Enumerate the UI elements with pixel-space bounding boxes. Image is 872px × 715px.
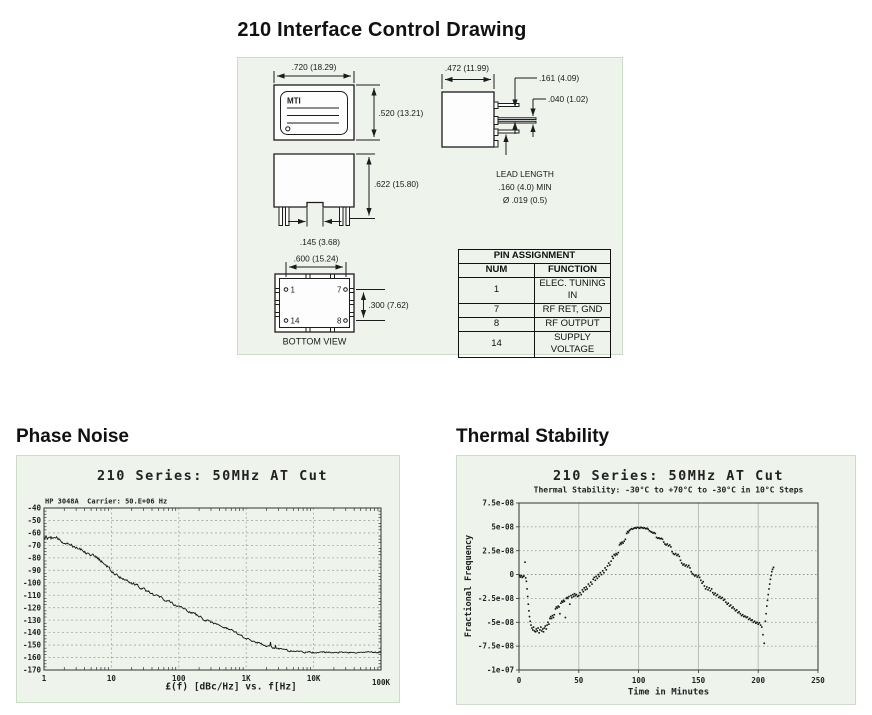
data-point <box>565 617 567 619</box>
data-point <box>527 596 529 598</box>
data-point <box>530 624 532 626</box>
data-point <box>759 622 761 624</box>
data-point <box>550 616 552 618</box>
pin-number-cell: 1 <box>459 278 535 304</box>
x-tick-label: 10 <box>106 674 116 683</box>
data-point <box>687 566 689 568</box>
data-point <box>590 581 592 583</box>
data-point <box>592 579 594 581</box>
data-point <box>663 541 665 543</box>
pin-table-row <box>459 331 611 357</box>
data-point <box>549 618 551 620</box>
data-point <box>662 539 664 541</box>
x-tick-label: 50 <box>574 676 584 685</box>
data-point <box>744 615 746 617</box>
data-point <box>546 624 548 626</box>
data-point <box>568 596 570 598</box>
data-point <box>655 533 657 535</box>
thermal-stability-chart <box>457 456 857 706</box>
data-point <box>603 572 605 574</box>
data-point <box>619 544 621 546</box>
dim-top-height: .520 (13.21) <box>378 108 424 118</box>
pin-table-title: PIN ASSIGNMENT <box>459 250 611 264</box>
plot-border <box>44 508 381 670</box>
x-tick-label: 100 <box>631 676 646 685</box>
data-point <box>526 581 528 583</box>
data-point <box>667 543 669 545</box>
data-point <box>585 586 587 588</box>
right-side-view <box>442 74 546 155</box>
data-point <box>719 596 721 598</box>
data-point <box>564 601 566 603</box>
data-point <box>770 579 772 581</box>
pin-number-cell: 8 <box>459 317 535 331</box>
data-point <box>602 570 604 572</box>
data-point <box>538 632 540 634</box>
pin-assignment-table <box>458 249 611 358</box>
y-tick-label: -140 <box>22 628 41 638</box>
data-point <box>545 625 547 627</box>
y-tick-label: -160 <box>22 653 41 663</box>
y-tick-label: -170 <box>22 665 41 675</box>
data-point <box>606 569 608 571</box>
data-point <box>765 613 767 615</box>
data-point <box>523 575 525 577</box>
y-tick-label: -5e-08 <box>486 617 514 627</box>
data-point <box>532 629 534 631</box>
data-point <box>528 610 530 612</box>
data-point <box>600 572 602 574</box>
data-point <box>583 591 585 593</box>
chart-title: 210 Series: 50MHz AT Cut <box>96 468 329 484</box>
x-tick-label: 100K <box>371 678 391 687</box>
phase-noise-heading: Phase Noise <box>16 426 129 447</box>
data-point <box>622 542 624 544</box>
data-point <box>580 594 582 596</box>
data-point <box>621 543 623 545</box>
data-point <box>567 598 569 600</box>
y-tick-label: 0 <box>509 570 514 580</box>
data-point <box>713 594 715 596</box>
data-point <box>725 601 727 603</box>
data-point <box>626 533 628 535</box>
y-tick-label: -1e-07 <box>486 665 514 675</box>
data-point <box>612 558 614 560</box>
data-point <box>542 628 544 630</box>
data-point <box>761 626 763 628</box>
x-tick-label: 200 <box>751 676 765 685</box>
data-point <box>749 618 751 620</box>
chart-title: 210 Series: 50MHz AT Cut <box>552 468 785 484</box>
data-point <box>756 622 758 624</box>
plot-border <box>519 503 818 670</box>
data-point <box>572 594 574 596</box>
x-tick-label: 250 <box>811 676 825 685</box>
pin-function-cell: RF OUTPUT <box>535 317 611 331</box>
data-point <box>554 614 556 616</box>
data-point <box>699 577 701 579</box>
y-tick-label: -110 <box>22 590 41 600</box>
x-tick-label: 100 <box>172 674 186 683</box>
data-point <box>597 578 599 580</box>
data-point <box>711 588 713 590</box>
y-tick-label: -100 <box>22 578 41 588</box>
pin-table-title-row <box>459 250 611 264</box>
data-point <box>557 607 559 609</box>
data-point <box>570 595 572 597</box>
x-tick-label: 150 <box>691 676 706 685</box>
pin-14-label: 14 <box>290 316 300 326</box>
data-point <box>521 575 523 577</box>
data-point <box>559 613 561 615</box>
data-point <box>722 597 724 599</box>
data-point <box>773 567 775 569</box>
data-point <box>730 604 732 606</box>
data-point <box>736 609 738 611</box>
data-point <box>669 544 671 546</box>
data-point <box>765 621 767 623</box>
data-point <box>768 588 770 590</box>
data-point <box>747 616 749 618</box>
data-point <box>754 621 756 623</box>
data-point <box>615 555 617 557</box>
pin-number-cell: 7 <box>459 303 535 317</box>
data-point <box>712 592 714 594</box>
data-point <box>558 606 560 608</box>
data-point <box>681 562 683 564</box>
pin-table-column-header: NUM <box>459 264 535 278</box>
data-point <box>714 592 716 594</box>
data-point <box>540 626 542 628</box>
interface-drawing-panel <box>237 57 623 355</box>
data-point <box>520 576 522 578</box>
data-point <box>738 611 740 613</box>
data-point <box>771 571 773 573</box>
data-point <box>525 577 527 579</box>
phase-noise-trace <box>44 536 381 653</box>
data-point <box>551 618 553 620</box>
lead-note-line1: LEAD LENGTH <box>496 169 554 179</box>
y-tick-label: -90 <box>27 565 41 575</box>
data-point <box>539 629 541 631</box>
data-point <box>732 606 734 608</box>
dim-bottom-width: .600 (15.24) <box>293 253 339 264</box>
data-point <box>740 613 742 615</box>
data-point <box>588 583 590 585</box>
pin-1-label: 1 <box>290 285 295 295</box>
data-point <box>770 575 772 577</box>
data-point <box>541 630 543 632</box>
x-tick-label: 1K <box>241 674 251 683</box>
dim-pin-pitch: .145 (3.68) <box>299 237 341 247</box>
pin-number-cell: 14 <box>459 331 535 357</box>
x-tick-label: 0 <box>516 676 522 685</box>
data-point <box>708 587 710 589</box>
data-point <box>579 592 581 594</box>
data-point <box>695 574 697 576</box>
data-point <box>717 594 719 596</box>
pin-function-cell: ELEC. TUNING IN <box>535 278 611 304</box>
data-point <box>689 567 691 569</box>
data-point <box>537 627 539 629</box>
data-point <box>578 595 580 597</box>
pin-7-label: 7 <box>337 285 342 295</box>
data-point <box>698 575 700 577</box>
y-tick-label: -120 <box>22 603 41 613</box>
data-point <box>705 588 707 590</box>
data-point <box>702 581 704 583</box>
data-point <box>688 565 690 567</box>
y-tick-label: -60 <box>27 528 41 538</box>
data-point <box>677 554 679 556</box>
data-point <box>647 528 649 530</box>
data-point <box>529 616 531 618</box>
dim-depth: .472 (11.99) <box>444 63 490 73</box>
y-tick-label: -2.5e-08 <box>477 594 514 604</box>
pin-table-column-header: FUNCTION <box>535 264 611 278</box>
data-point <box>595 576 597 578</box>
data-point <box>547 622 549 624</box>
lead-note-line2: .160 (4.0) MIN <box>498 182 552 192</box>
data-point <box>724 599 726 601</box>
x-axis-label: Time in Minutes <box>627 687 710 698</box>
brand-label: MTI <box>287 96 301 106</box>
dim-lead-thickness: .040 (1.02) <box>548 94 589 104</box>
data-point <box>679 556 681 558</box>
data-point <box>706 586 708 588</box>
pin-8-label: 8 <box>337 316 342 326</box>
pin-table-row <box>459 317 611 331</box>
pin-table-header-row <box>459 264 611 278</box>
data-point <box>683 563 685 565</box>
data-point <box>680 560 682 562</box>
data-point <box>686 564 688 566</box>
data-point <box>528 603 530 605</box>
data-point <box>701 582 703 584</box>
thermal-stability-heading: Thermal Stability <box>456 426 610 447</box>
y-tick-label: -130 <box>22 615 41 625</box>
scatter-points <box>519 527 775 645</box>
data-point <box>536 630 538 632</box>
x-tick-label: 1 <box>41 674 47 683</box>
pin-function-cell: RF RET, GND <box>535 303 611 317</box>
data-point <box>536 628 538 630</box>
data-point <box>594 577 596 579</box>
y-axis-label: Fractional Frequency <box>464 534 474 638</box>
data-point <box>607 565 609 567</box>
data-point <box>609 564 611 566</box>
data-point <box>524 561 526 563</box>
bottom-view-label: BOTTOM VIEW <box>282 336 347 347</box>
y-tick-label: -70 <box>27 540 41 550</box>
y-tick-label: -7.5e-08 <box>477 641 514 651</box>
phase-noise-chart <box>17 456 401 704</box>
y-tick-label: 2.5e-08 <box>482 546 514 556</box>
data-point <box>618 552 620 554</box>
lead-note-line3: Ø .019 (0.5) <box>502 195 548 205</box>
data-point <box>533 626 535 628</box>
phase-noise-panel <box>16 455 400 703</box>
data-point <box>734 608 736 610</box>
data-point <box>555 608 557 610</box>
data-point <box>529 621 531 623</box>
data-point <box>675 553 677 555</box>
data-point <box>548 623 550 625</box>
pin-function-cell: SUPPLY VOLTAGE <box>535 331 611 357</box>
top-view <box>274 71 380 140</box>
data-point <box>601 574 603 576</box>
data-point <box>576 594 578 596</box>
data-point <box>562 601 564 603</box>
data-point <box>583 587 585 589</box>
data-point <box>608 562 610 564</box>
data-point <box>616 554 618 556</box>
data-point <box>598 576 600 578</box>
chart-annotation: HP 3048A Carrier: 50.E+06 Hz <box>45 497 168 506</box>
data-point <box>700 580 702 582</box>
data-point <box>519 575 521 577</box>
page-title: 210 Interface Control Drawing <box>237 19 527 41</box>
dim-side-height: .622 (15.80) <box>374 179 419 189</box>
data-point <box>670 546 672 548</box>
data-point <box>742 614 744 616</box>
data-point <box>612 556 614 558</box>
data-point <box>571 597 573 599</box>
pin-table-row <box>459 278 611 304</box>
dim-pin-row-span: .300 (7.62) <box>368 300 409 310</box>
data-point <box>625 539 627 541</box>
y-tick-label: 7.5e-08 <box>482 498 514 508</box>
data-point <box>553 617 555 619</box>
data-point <box>696 576 698 578</box>
data-point <box>710 590 712 592</box>
data-point <box>560 602 562 604</box>
dim-top-width: .720 (18.29) <box>291 62 337 72</box>
data-point <box>762 634 764 636</box>
data-point <box>591 583 593 585</box>
data-point <box>690 571 692 573</box>
y-tick-label: -50 <box>27 516 41 526</box>
data-point <box>526 588 528 590</box>
data-point <box>535 631 537 633</box>
data-point <box>707 589 709 591</box>
data-point <box>585 589 587 591</box>
y-tick-label: -80 <box>27 553 41 563</box>
data-point <box>769 583 771 585</box>
data-point <box>604 567 606 569</box>
y-tick-label: 5e-08 <box>491 522 514 532</box>
thermal-stability-panel <box>456 455 856 705</box>
data-point <box>573 596 575 598</box>
data-point <box>574 593 576 595</box>
y-tick-label: -40 <box>27 503 41 513</box>
data-point <box>623 540 625 542</box>
data-point <box>767 594 769 596</box>
pin-table-row <box>459 303 611 317</box>
data-point <box>704 585 706 587</box>
data-point <box>586 588 588 590</box>
data-point <box>757 623 759 625</box>
data-point <box>597 574 599 576</box>
data-point <box>552 615 554 617</box>
x-tick-label: 10K <box>306 674 321 683</box>
side-view <box>274 154 375 227</box>
y-tick-label: -150 <box>22 640 41 650</box>
data-point <box>610 560 612 562</box>
data-point <box>760 624 762 626</box>
data-point <box>763 643 765 645</box>
data-point <box>546 628 548 630</box>
x-axis-label: £(f) [dBc/Hz] vs. f[Hz] <box>165 681 297 693</box>
data-point <box>582 589 584 591</box>
data-point <box>589 585 591 587</box>
data-point <box>728 602 730 604</box>
data-point <box>531 627 533 629</box>
data-point <box>766 605 768 607</box>
chart-subtitle: Thermal Stability: -30°C to +70°C to -30°C in 10°C Steps <box>533 485 804 495</box>
dim-lead-offset: .161 (4.09) <box>539 73 580 83</box>
data-point <box>671 551 673 553</box>
data-point <box>751 619 753 621</box>
data-point <box>544 627 546 629</box>
data-point <box>693 574 695 576</box>
data-point <box>569 603 571 605</box>
data-point <box>595 580 597 582</box>
data-point <box>543 631 545 633</box>
data-point <box>772 569 774 571</box>
data-point <box>628 532 630 534</box>
data-point <box>767 600 769 602</box>
